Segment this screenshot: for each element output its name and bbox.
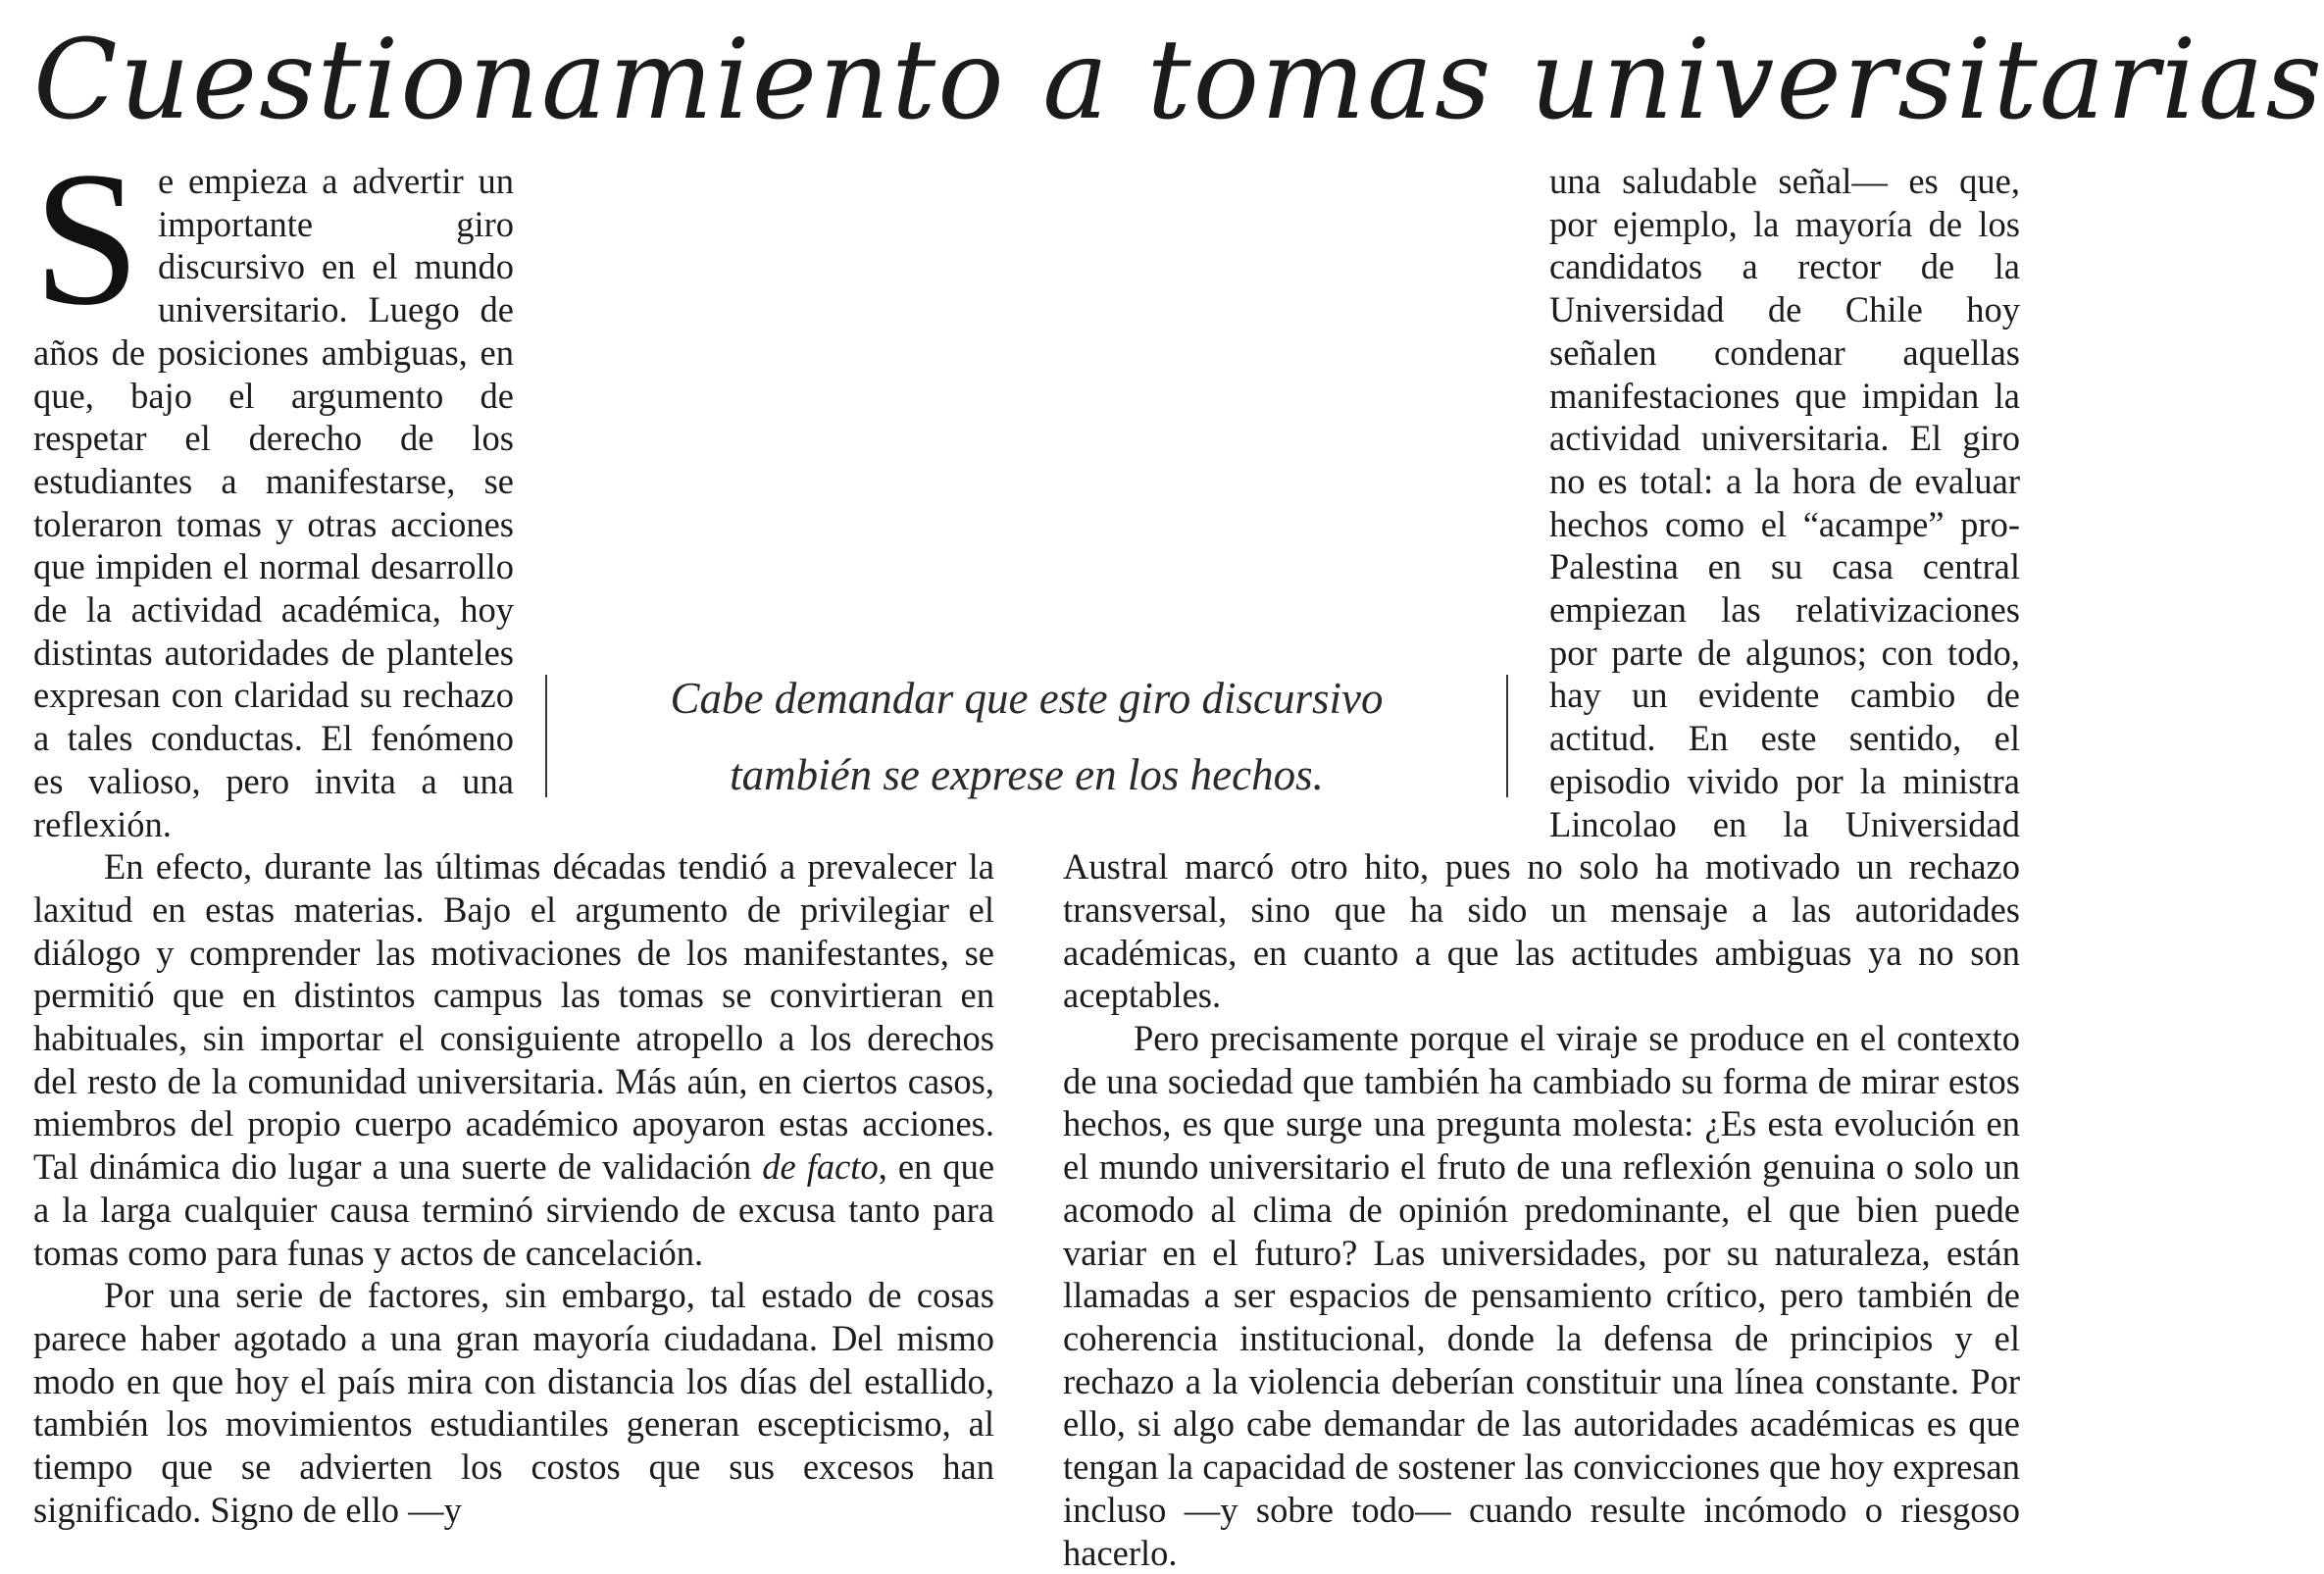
paragraph-2-text-b: , en que a la larga cualquier causa terminó sirviendo de excusa tanto para tomas como para funas y actos de cancelación. bbox=[33, 1146, 995, 1273]
pull-quote-line-1: Cabe demandar que este giro discursivo bbox=[670, 673, 1384, 723]
paragraph-2 bbox=[33, 845, 994, 1274]
paragraph-3: Por una serie de factores, sin embargo, tal estado de cosas parece haber agotado a una gran mayoría ciudadana. Del mismo modo en que hoy el país mira con distancia los días del estallido, también los movimientos estudiantiles generan escepticismo, al tiempo que se advierten los costos que sus excesos han significado. Signo de ello —y bbox=[33, 1275, 994, 1530]
pull-quote-line-2: también se exprese en los hechos. bbox=[730, 749, 1324, 799]
paragraph-2-italic: de facto bbox=[762, 1146, 879, 1188]
pull-quote bbox=[545, 675, 1508, 797]
dropcap: S bbox=[33, 132, 141, 345]
paragraph-1-text: e empieza a advertir un importante giro discursivo en el mundo universitario. Luego de años de posiciones ambiguas, en que, bajo el argumento de respetar el derecho de los estudiantes a manifestarse, se toleraron tomas y otras acciones que impiden el normal desarrollo de la actividad académica, hoy distintas autoridades de planteles expresan con claridad su rechazo a tales conductas. El fenómeno es valioso, pero invita a una reflexión. bbox=[33, 161, 514, 844]
headline: Cuestionamiento a tomas universitarias bbox=[33, 17, 2324, 144]
right-column bbox=[1063, 160, 2020, 1574]
paragraph-5: Pero precisamente porque el viraje se produce en el contexto de una sociedad que también ha cambiado su forma de mirar estos hechos, es que surge una pregunta molesta: ¿Es esta evolución en el mundo universitario el fruto de una reflexión genuina o solo un acomodo al clima de opinión predominante, el que bien puede variar en el futuro? Las universidades, por su naturaleza, están llamadas a ser espacios de pensamiento crítico, pero también de coherencia institucional, donde la defensa de principios y el rechazo a la violencia deberían constituir una línea constante. Por ello, si algo cabe demandar de las autoridades académicas es que tengan la capacidad de sostener las convicciones que hoy expresan incluso —y sobre todo— cuando resulte incómodo o riesgoso hacerlo. bbox=[1063, 1018, 2020, 1573]
paragraph-4: una saludable señal— es que, por ejemplo, la mayoría de los candidatos a rector de la Universidad de Chile hoy señalen condenar aquellas manifestaciones que impidan la actividad universitaria. El giro no es total: a la hora de evaluar hechos como el “acampe” pro-Palestina en su casa central empiezan las relativizaciones por parte de algunos; con todo, hay un evidente cambio de actitud. En este sentido, el episodio vivido por la ministra Lincolao en la Universidad Austral marcó otro hito, pues no solo ha motivado un rechazo transversal, sino que ha sido un mensaje a las autoridades académicas, en cuanto a que las actitudes ambiguas ya no son aceptables. bbox=[1063, 161, 2020, 1016]
left-column bbox=[33, 132, 995, 1532]
paragraph-2-text-a: En efecto, durante las últimas décadas tendió a prevalecer la laxitud en estas materias. Bajo el argumento de privilegiar el diálogo y comprender las motivaciones de los manifestantes, se permitió que en distintos campus las tomas se convirtieran en habituales, sin importar el consiguiente atropello a los derechos del resto de la comunidad universitaria. Más aún, en ciertos casos, miembros del propio cuerpo académico apoyaron estas acciones. Tal dinámica dio lugar a una suerte de validación bbox=[33, 846, 994, 1188]
